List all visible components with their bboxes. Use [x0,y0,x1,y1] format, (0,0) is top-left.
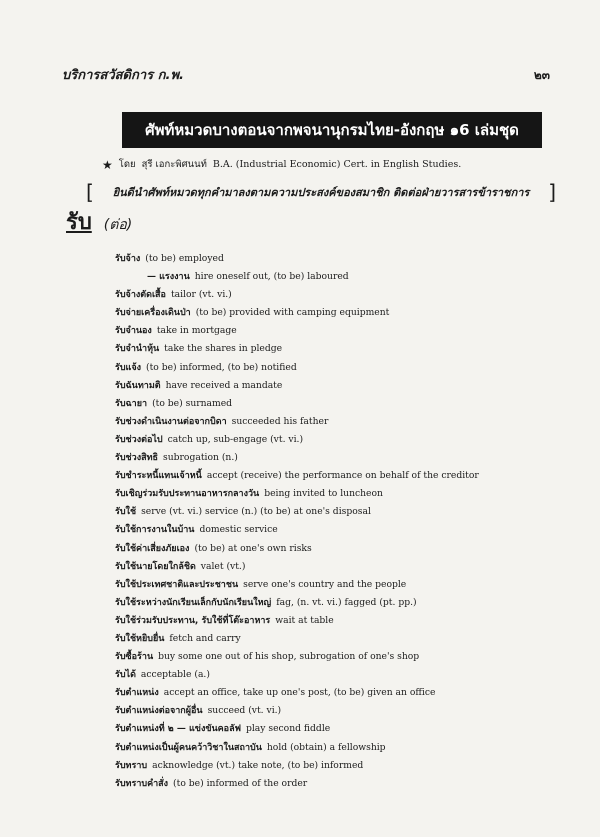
entry-row [115,449,585,467]
entry-gloss: take the shares in pledge [164,343,283,355]
entry-row [115,322,585,340]
entry-gloss: catch up, sub-engage (vt. vi.) [167,433,304,445]
entry-row [115,304,585,322]
entry-gloss: valet (vt.) [200,560,246,572]
byline-author: สุรี เอกะพิศนนท์ [141,159,207,170]
entry-row [115,413,585,431]
entry-thai: รับจ้าง [115,254,141,264]
entry-gloss: hold (obtain) a fellowship [266,741,386,753]
entry-gloss: (to be) informed, (to be) notified [146,361,297,373]
editorial-notice [86,180,556,204]
entry-gloss: fetch and carry [169,632,241,644]
entry-row [115,431,585,449]
entry-row [115,594,585,612]
entry-thai: รับใช้ประเทศชาติและประชาชน [115,579,239,590]
entry-thai: รับได้ [115,670,136,681]
entry-thai: รับจ่ายเครื่องเดินป่า [115,308,191,319]
entry-thai: รับฉายา [115,398,148,409]
entry-row [115,720,585,738]
entry-gloss: (to be) surnamed [152,397,233,409]
entry-row [115,395,585,413]
entry-gloss: tailor (vt. vi.) [170,289,232,301]
title-banner [122,112,542,148]
byline-credentials: B.A. (Industrial Economic) Cert. in English Studies. [212,159,462,170]
entry-gloss: (to be) provided with camping equipment [195,307,390,319]
byline-by: โดย [118,159,136,170]
entry-thai: รับตำแหน่ง [115,688,159,699]
entry-row [115,503,585,521]
entry-row [115,739,585,757]
entry-row [115,757,585,775]
entry-gloss: succeeded his father [231,415,329,427]
entry-thai: รับซื้อร้าน [115,652,154,663]
entry-gloss: subrogation (n.) [163,452,238,464]
entry-gloss: play second fiddle [245,723,331,735]
entry-row [115,630,585,648]
entry-row [115,286,585,304]
entry-thai: รับจำนำหุ้น [115,344,160,355]
entry-row [115,702,585,720]
entry-thai: รับช่วงสิทธิ [115,453,159,464]
entry-thai: รับช่วงดำเนินงานต่อจากบิดา [115,416,227,427]
entry-thai: รับช่วงต่อไป [115,434,163,445]
entry-gloss: domestic service [199,524,278,536]
notice-text: ยินดีนำศัพท์หมวดทุกคำมาลงตามความประสงค์ของสมาชิก ติดต่อฝ่ายวารสารข้าราชการ [112,186,530,199]
entry-thai: รับใช้ [115,507,137,518]
byline [102,157,562,172]
entry-row [115,250,585,268]
entry-gloss: wait at table [275,614,334,626]
entry-thai: รับใช้การงานในบ้าน [115,525,195,536]
entry-thai: รับจ้างตัดเสื้อ [115,290,166,301]
entry-list [115,250,585,793]
entry-thai: รับทราบคำสั่ง [115,778,169,789]
entry-row [115,612,585,630]
entry-thai: รับใช้นายโดยใกล้ชิด [115,561,196,572]
entry-thai: รับตำแหน่งที่ ๒ — แข่งขันคอลัฟ [115,724,241,735]
article-title: ศัพท์หมวดบางตอนจากพจนานุกรมไทย-อังกฤษ ๑6 เล่มชุด [145,121,519,139]
entry-thai: รับชำระหนี้แทนเจ้าหนี้ [115,471,202,482]
entry-gloss: serve one's country and the people [243,578,407,590]
entry-thai: — แรงงาน [147,272,190,283]
running-head: บริการสวัสดิการ ก.พ. [62,68,184,83]
entry-gloss: (to be) employed [145,253,224,264]
entry-row [115,268,585,286]
entry-thai: รับตำแหน่งเป็นผู้คนคว้าวิชาในสถาบัน [115,742,262,753]
entry-row [115,576,585,594]
entry-thai: รับใช้หยิบยื่น [115,633,165,644]
entry-row [115,666,585,684]
entry-row [115,485,585,503]
entry-gloss: accept an office, take up one's post, (to be) given an office [163,687,436,699]
entry-row [115,648,585,666]
entry-thai: รับใช้ค่าเสี่ยงภัยเอง [115,543,190,554]
entry-thai: รับตำแหน่งต่อจากผู้อื่น [115,706,203,717]
section-headword: รับ [66,210,92,235]
entry-row [115,521,585,539]
entry-gloss: serve (vt. vi.) service (n.) (to be) at one's disposal [141,506,371,518]
entry-gloss: (to be) informed of the order [173,777,308,789]
entry-gloss: buy some one out of his shop, subrogation of one's shop [158,651,420,663]
entry-gloss: acceptable (a.) [140,669,210,681]
entry-gloss: take in mortgage [156,325,237,337]
entry-row [115,359,585,377]
page-number: ๒๓ [533,68,550,82]
section-continued: (ต่อ) [103,217,133,233]
entry-gloss: hire oneself out, (to be) laboured [194,271,349,283]
entry-thai: รับใช้ร่วมรับประทาน, รับใช้ที่โต๊ะอาหาร [115,615,271,626]
entry-thai: รับจำนอง [115,326,152,337]
entry-gloss: acknowledge (vt.) take note, (to be) informed [152,759,364,771]
section-heading [66,204,132,239]
entry-row [115,540,585,558]
entry-thai: รับฉันทามติ [115,380,161,391]
entry-gloss: accept (receive) the performance on behalf of the creditor [206,470,479,482]
entry-gloss: being invited to luncheon [264,488,383,500]
entry-gloss: (to be) at one's own risks [194,542,312,554]
entry-thai: รับใช้ระหว่างนักเรียนเล็กกับนักเรียนใหญ่ [115,597,272,608]
entry-row [115,775,585,793]
entry-thai: รับเชิญร่วมรับประทานอาหารกลางวัน [115,489,260,500]
entry-row [115,377,585,395]
notice-close-bracket: ] [548,180,556,204]
entry-row [115,467,585,485]
entry-gloss: have received a mandate [165,379,283,391]
entry-row [115,340,585,358]
entry-thai: รับทราบ [115,760,148,771]
entry-gloss: fag, (n. vt. vi.) fagged (pt. pp.) [276,596,417,608]
notice-open-bracket: [ [86,180,94,204]
entry-row [115,558,585,576]
entry-thai: รับแจ้ง [115,362,142,373]
entry-gloss: succeed (vt. vi.) [207,705,282,717]
entry-row [115,684,585,702]
star-icon: ★ [102,157,113,172]
